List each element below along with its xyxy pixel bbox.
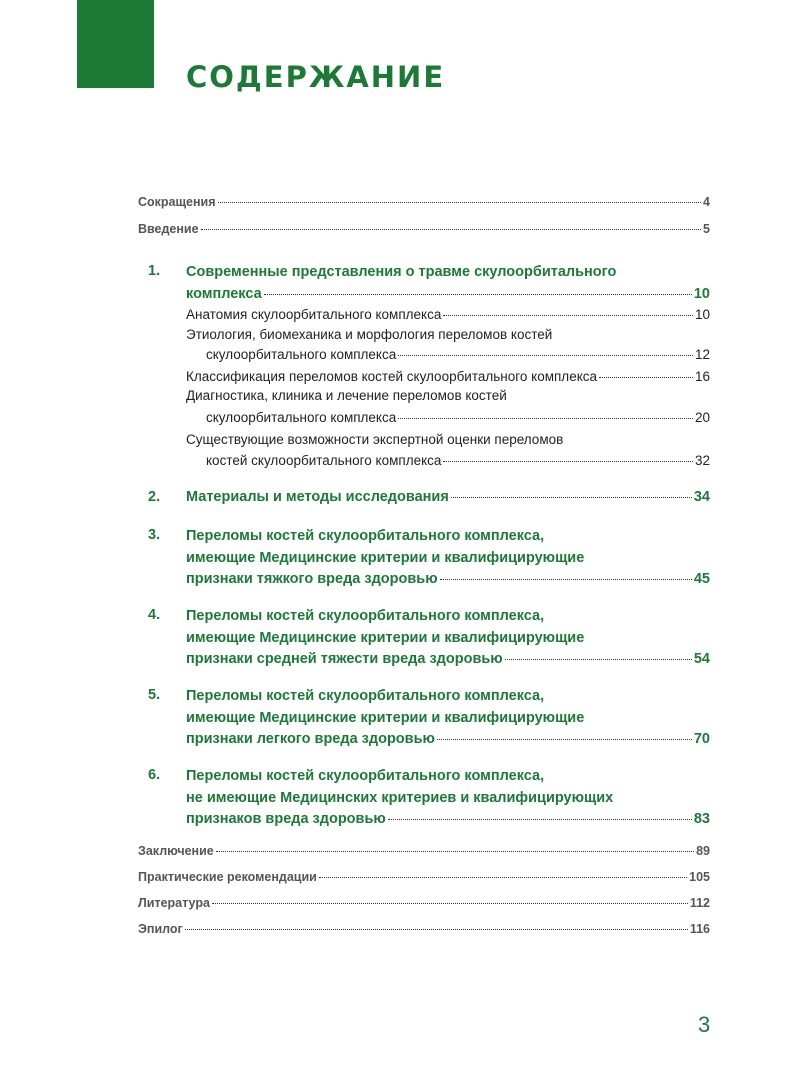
toc-entry-label: Практические рекомендации (138, 870, 317, 884)
toc-page-number: 34 (693, 489, 710, 505)
chapter-title-line[interactable]: Переломы костей скулоорбитального комплекса, (186, 608, 545, 624)
chapter-number: 5. (148, 687, 161, 703)
toc-page-number: 70 (693, 731, 710, 747)
chapter-title-line[interactable]: не имеющие Медицинских критериев и квалифицирующих (186, 790, 614, 806)
toc-entry-label: Литература (138, 896, 210, 910)
toc-page-number: 10 (693, 286, 710, 302)
toc-page-number: 12 (694, 347, 710, 362)
toc-subentry-label: костей скулоорбитального комплекса (206, 453, 442, 468)
toc-subentry[interactable] (186, 368, 710, 386)
toc-entry-label: Эпилог (138, 922, 183, 936)
page-number: 3 (698, 1012, 711, 1037)
chapter-title-line[interactable]: имеющие Медицинские критерии и квалифицирующие (186, 550, 585, 566)
chapter-number: 2. (148, 489, 161, 505)
toc-entry-introduction[interactable] (138, 220, 710, 238)
chapter-title-line[interactable]: Переломы костей скулоорбитального комплекса, (186, 528, 545, 544)
chapter-title-line: признаки легкого вреда здоровью (186, 731, 435, 747)
toc-subentry-label: Анатомия скулоорбитального комплекса (186, 307, 442, 322)
toc-page-number: 83 (693, 811, 710, 827)
toc-entry-literature[interactable] (138, 894, 710, 912)
toc-entry-abbreviations[interactable] (138, 193, 710, 211)
toc-page-number: 112 (689, 896, 710, 910)
toc-subentry-label[interactable]: Существующие возможности экспертной оценки переломов (186, 432, 564, 447)
chapter-title-line: признаков вреда здоровью (186, 811, 386, 827)
toc-subentry-label[interactable]: Диагностика, клиника и лечение переломов костей (186, 388, 507, 403)
leader-dots (319, 877, 687, 878)
toc-entry-chapter-3[interactable] (186, 570, 710, 588)
chapter-title-line[interactable]: Современные представления о травме скулоорбитального (186, 264, 617, 280)
chapter-title-line: комплекса (186, 286, 262, 302)
toc-entry-chapter-4[interactable] (186, 650, 710, 668)
toc-subentry-label: скулоорбитального комплекса (206, 410, 397, 425)
toc-subentry-label[interactable]: Этиология, биомеханика и морфология переломов костей (186, 327, 553, 342)
toc-page-number: 89 (696, 844, 710, 858)
chapter-title-line: признаки средней тяжести вреда здоровью (186, 651, 503, 667)
leader-dots (185, 929, 688, 930)
toc-entry-chapter-5[interactable] (186, 730, 710, 748)
toc-entry-recommendations[interactable] (138, 868, 710, 886)
chapter-number: 6. (148, 767, 161, 783)
toc-entry-chapter-1[interactable] (186, 285, 710, 303)
toc-subentry[interactable] (206, 346, 710, 364)
leader-dots (451, 497, 692, 498)
leader-dots (264, 294, 692, 295)
leader-dots (599, 377, 693, 378)
toc-subentry[interactable] (206, 452, 710, 470)
toc-page-number: 54 (693, 651, 710, 667)
leader-dots (201, 229, 701, 230)
toc-subentry[interactable] (206, 409, 710, 427)
page-title: СОДЕРЖАНИЕ (186, 60, 446, 94)
leader-dots (440, 579, 692, 580)
leader-dots (398, 418, 693, 419)
toc-subentry-label: скулоорбитального комплекса (206, 347, 397, 362)
chapter-number: 1. (148, 263, 161, 279)
leader-dots (218, 202, 702, 203)
toc-page-number: 32 (694, 453, 710, 468)
toc-entry-conclusion[interactable] (138, 842, 710, 860)
chapter-number: 4. (148, 607, 161, 623)
leader-dots (437, 739, 692, 740)
toc-page-number: 20 (694, 410, 710, 425)
toc-entry-chapter-2[interactable] (186, 488, 710, 506)
chapter-title-line[interactable]: имеющие Медицинские критерии и квалифицирующие (186, 710, 585, 726)
chapter-title-line: Материалы и методы исследования (186, 489, 449, 505)
toc-page-number: 5 (703, 222, 710, 236)
toc-subentry-label: Классификация переломов костей скулоорбитального комплекса (186, 369, 598, 384)
leader-dots (388, 819, 692, 820)
toc-page-number: 10 (694, 307, 710, 322)
toc-page-number: 105 (689, 870, 710, 884)
chapter-title-line[interactable]: Переломы костей скулоорбитального комплекса, (186, 768, 545, 784)
chapter-title-line[interactable]: Переломы костей скулоорбитального комплекса, (186, 688, 545, 704)
toc-entry-epilogue[interactable] (138, 920, 710, 938)
toc-entry-label: Введение (138, 222, 199, 236)
toc-entry-label: Заключение (138, 844, 214, 858)
toc-page-number: 45 (693, 571, 710, 587)
leader-dots (212, 903, 688, 904)
toc-subentry[interactable] (186, 306, 710, 324)
toc-page-number: 16 (694, 369, 710, 384)
toc-page-number: 116 (689, 922, 710, 936)
leader-dots (398, 355, 693, 356)
leader-dots (443, 461, 693, 462)
leader-dots (216, 851, 694, 852)
leader-dots (505, 659, 692, 660)
toc-entry-label: Сокращения (138, 195, 216, 209)
leader-dots (443, 315, 693, 316)
toc-page-number: 4 (703, 195, 710, 209)
chapter-title-line[interactable]: имеющие Медицинские критерии и квалифицирующие (186, 630, 585, 646)
chapter-title-line: признаки тяжкого вреда здоровью (186, 571, 438, 587)
chapter-number: 3. (148, 527, 161, 543)
toc-entry-chapter-6[interactable] (186, 810, 710, 828)
